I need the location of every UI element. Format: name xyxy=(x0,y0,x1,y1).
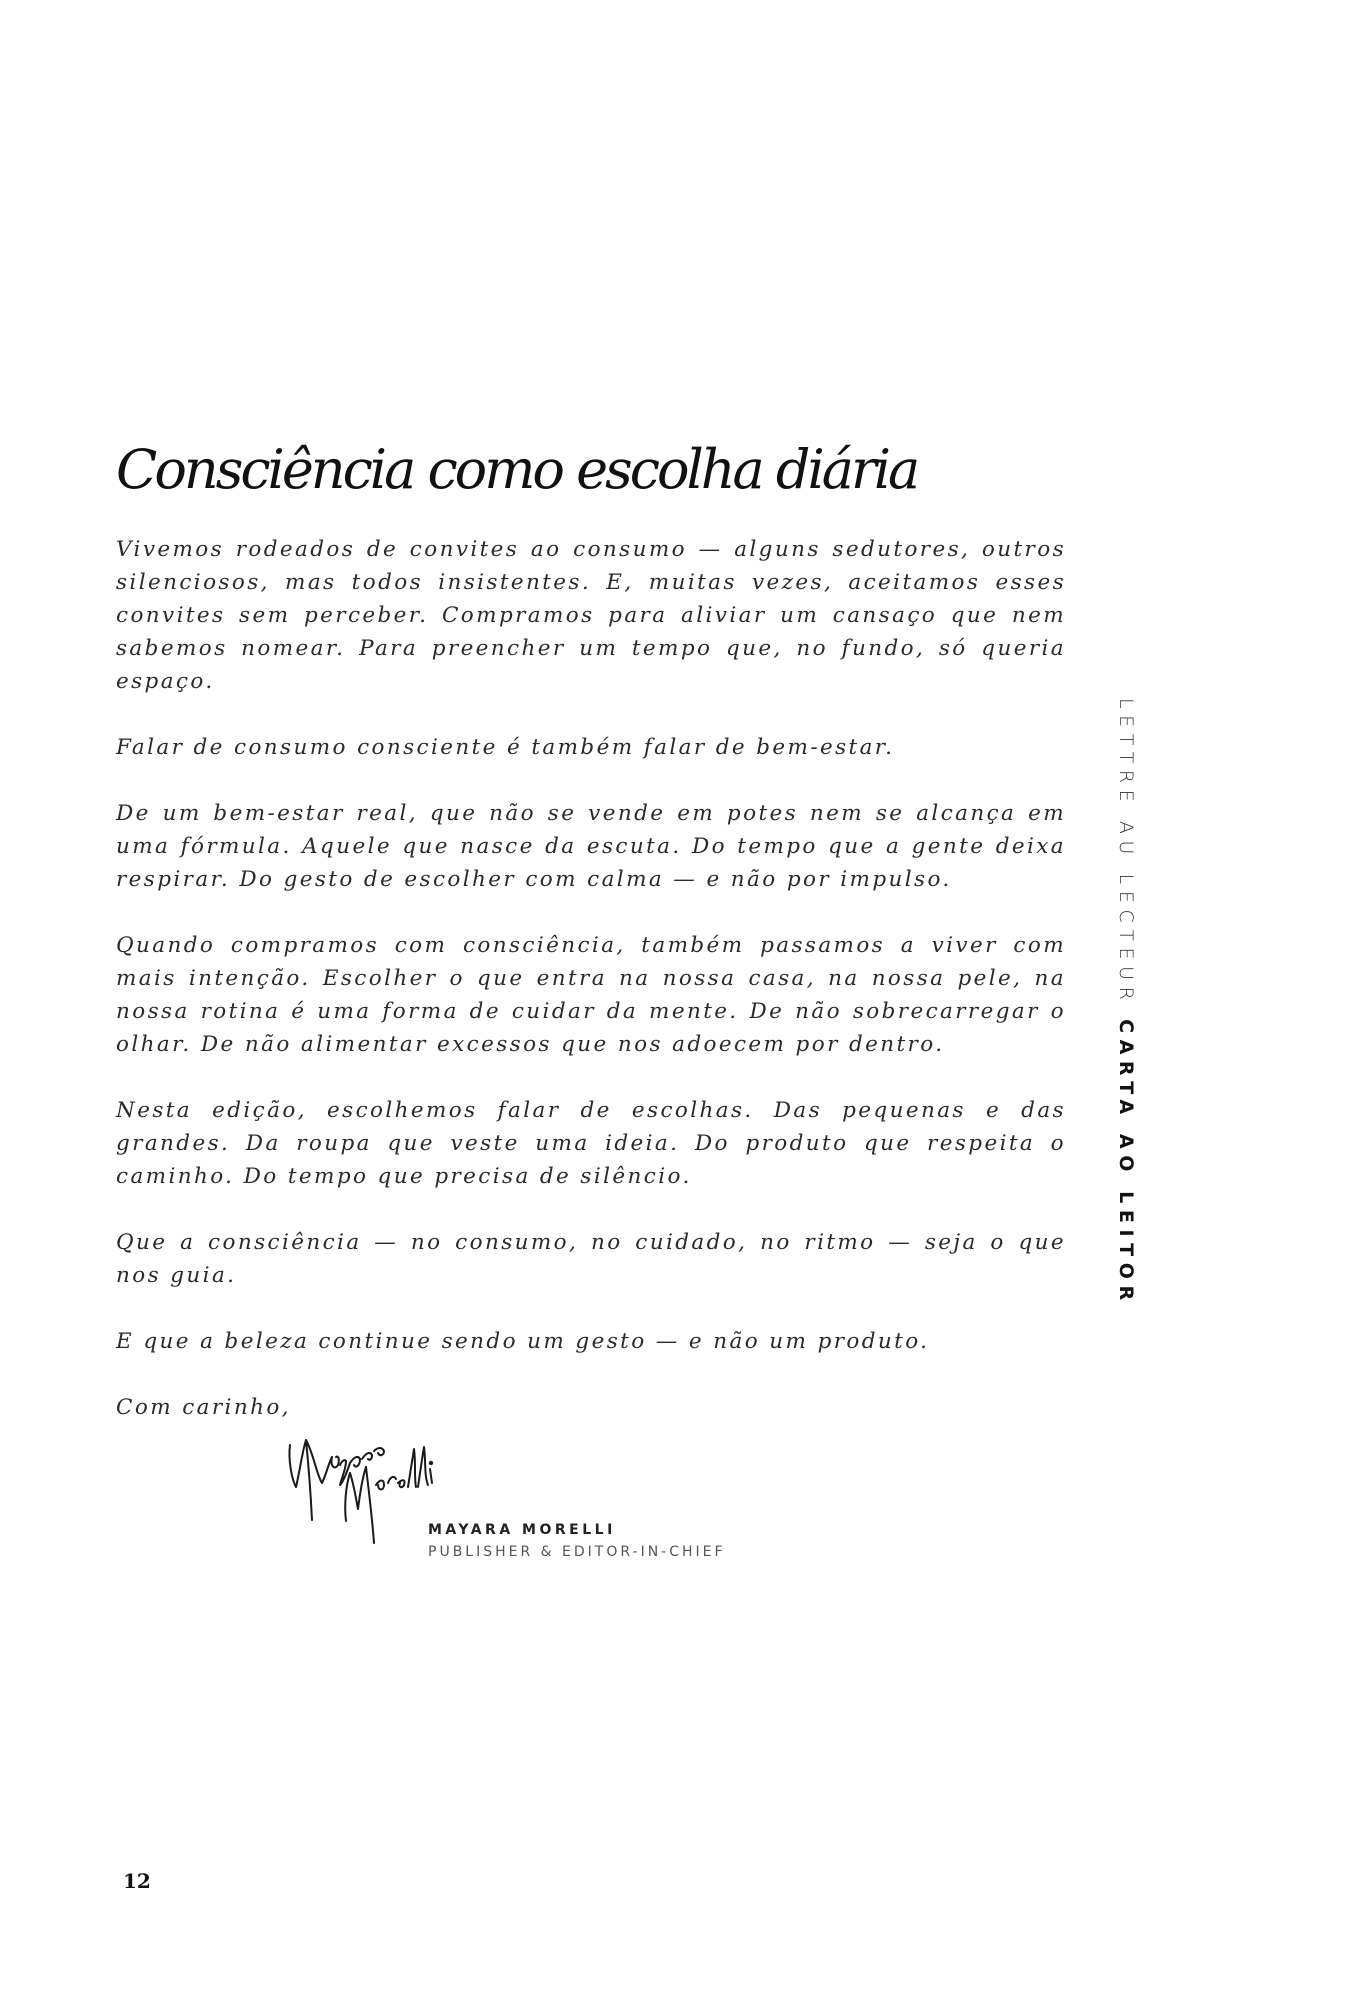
paragraph: Que a consciência — no consumo, no cuidado, no ritmo — seja o que nos guia. xyxy=(116,1230,1066,1288)
article-title: Consciência como escolha diária xyxy=(116,438,918,501)
paragraph: De um bem-estar real, que não se vende em potes nem se alcança em uma fórmula. Aquele que nasce da escuta. Do tempo que a gente deixa respirar. Do gesto de escolher com calma — e não por impulso. xyxy=(116,801,1066,892)
paragraph: E que a beleza continue sendo um gesto — e não um produto. xyxy=(116,1329,930,1354)
article-body xyxy=(116,533,1066,1457)
closing-line: Com carinho, xyxy=(116,1395,291,1420)
signature-role: PUBLISHER & EDITOR-IN-CHIEF xyxy=(428,1544,726,1560)
paragraph: Vivemos rodeados de convites ao consumo — alguns sedutores, outros silenciosos, mas todos insistentes. E, muitas vezes, aceitamos esses convites sem perceber. Compramos para aliviar um cansaço que nem sabemos nomear. Para preencher um tempo que, no fundo, só queria espaço. xyxy=(116,537,1066,694)
section-label xyxy=(1115,698,1137,1307)
paragraph: Nesta edição, escolhemos falar de escolhas. Das pequenas e das grandes. Da roupa que veste uma ideia. Do produto que respeita o caminho. Do tempo que precisa de silêncio. xyxy=(116,1098,1066,1189)
section-label-french: LETTRE AU LECTEUR xyxy=(1115,698,1137,1007)
section-label-portuguese: CARTA AO LEITOR xyxy=(1115,1019,1137,1307)
paragraph: Falar de consumo consciente é também falar de bem-estar. xyxy=(116,735,895,760)
signature-block xyxy=(280,1425,780,1575)
page-number: 12 xyxy=(123,1869,151,1893)
paragraph: Quando compramos com consciência, também passamos a viver com mais intenção. Escolher o que entra na nossa casa, na nossa pele, na nossa rotina é uma forma de cuidar da mente. De não sobrecarregar o olhar. De não alimentar excessos que nos adoecem por dentro. xyxy=(116,933,1066,1057)
signature-name: MAYARA MORELLI xyxy=(428,1522,616,1538)
